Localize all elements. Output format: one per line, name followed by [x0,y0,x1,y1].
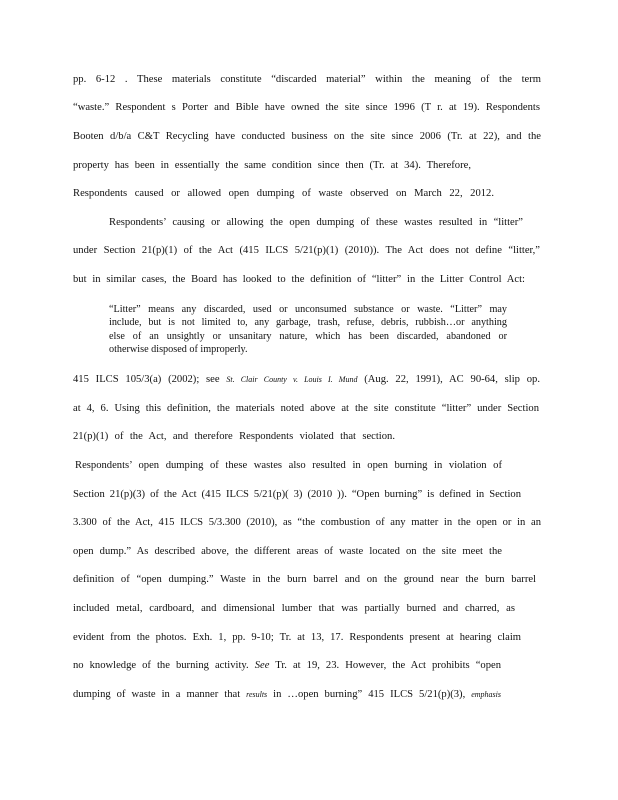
body-line-9: at 4, 6. Using this definition, the materials noted above at the site constitute “litter” under Section [73,403,539,414]
body-line-10: 21(p)(1) of the Act, and therefore Respondents violated that section. [73,431,395,442]
block-quote-line-1: “Litter” means any discarded, used or unconsumed substance or waste. “Litter” may [109,304,507,315]
body-line-13: 3.300 of the Act, 415 ILCS 5/3.300 (2010), as “the combustion of any matter in the open or in an [73,517,541,528]
emphasis-word: emphasis [471,690,501,699]
last-before: dumping of waste in a manner that [73,689,247,700]
block-quote-line-4: otherwise disposed of improperly. [109,344,248,355]
see-after: Tr. at 19, 23. However, the Act prohibits “open [269,660,501,671]
see-before: no knowledge of the burning activity. [73,660,255,671]
body-line-3: Booten d/b/a C&T Recycling have conducted business on the site since 2006 (Tr. at 22), and the [73,131,541,142]
last-middle: in …open burning” 415 ILCS 5/21(p)(3), [267,689,472,700]
case-name: St. Clair County v. Louis I. Mund [226,375,358,384]
results-word: results [246,690,268,699]
citation-line [73,373,540,387]
block-quote-line-2: include, but is not limited to, any garbage, trash, refuse, debris, rubbish…or anything [109,317,507,328]
body-line-16: included metal, cardboard, and dimensional lumber that was partially burned and charred, as [73,603,515,614]
body-line-14: open dump.” As described above, the different areas of waste located on the site meet the [73,546,502,557]
body-line-7: under Section 21(p)(1) of the Act (415 ILCS 5/21(p)(1) (2010)). The Act does not define “litter,” [73,245,540,256]
body-line-12: Section 21(p)(3) of the Act (415 ILCS 5/21(p)( 3) (2010 )). “Open burning” is defined in Section [73,489,521,500]
body-line-8: but in similar cases, the Board has looked to the definition of “litter” in the Litter Control Act: [73,274,525,285]
see-signal: See [254,660,270,671]
citation-before: 415 ILCS 105/3(a) (2002); see [73,374,227,385]
body-line-11: Respondents’ open dumping of these wastes also resulted in open burning in violation of [75,460,502,471]
body-line-2: “waste.” Respondent s Porter and Bible have owned the site since 1996 (T r. at 19). Respondents [73,102,540,113]
body-line-17: evident from the photos. Exh. 1, pp. 9-10; Tr. at 13, 17. Respondents present at hearing claim [73,632,521,643]
body-line-1: pp. 6-12 . These materials constitute “discarded material” within the meaning of the term [73,74,541,85]
body-line-15: definition of “open dumping.” Waste in the burn barrel and on the ground near the burn barrel [73,574,536,585]
body-line-4: property has been in essentially the same condition since then (Tr. at 34). Therefore, [73,160,471,171]
see-line [73,659,501,673]
last-line [73,688,501,702]
body-line-5: Respondents caused or allowed open dumping of waste observed on March 22, 2012. [73,188,494,199]
block-quote-line-3: else of an unsightly or unsanitary nature, which has been discarded, abandoned or [109,331,507,342]
citation-after: (Aug. 22, 1991), AC 90-64, slip op. [357,374,540,385]
body-line-6: Respondents’ causing or allowing the open dumping of these wastes resulted in “litter” [109,217,523,228]
